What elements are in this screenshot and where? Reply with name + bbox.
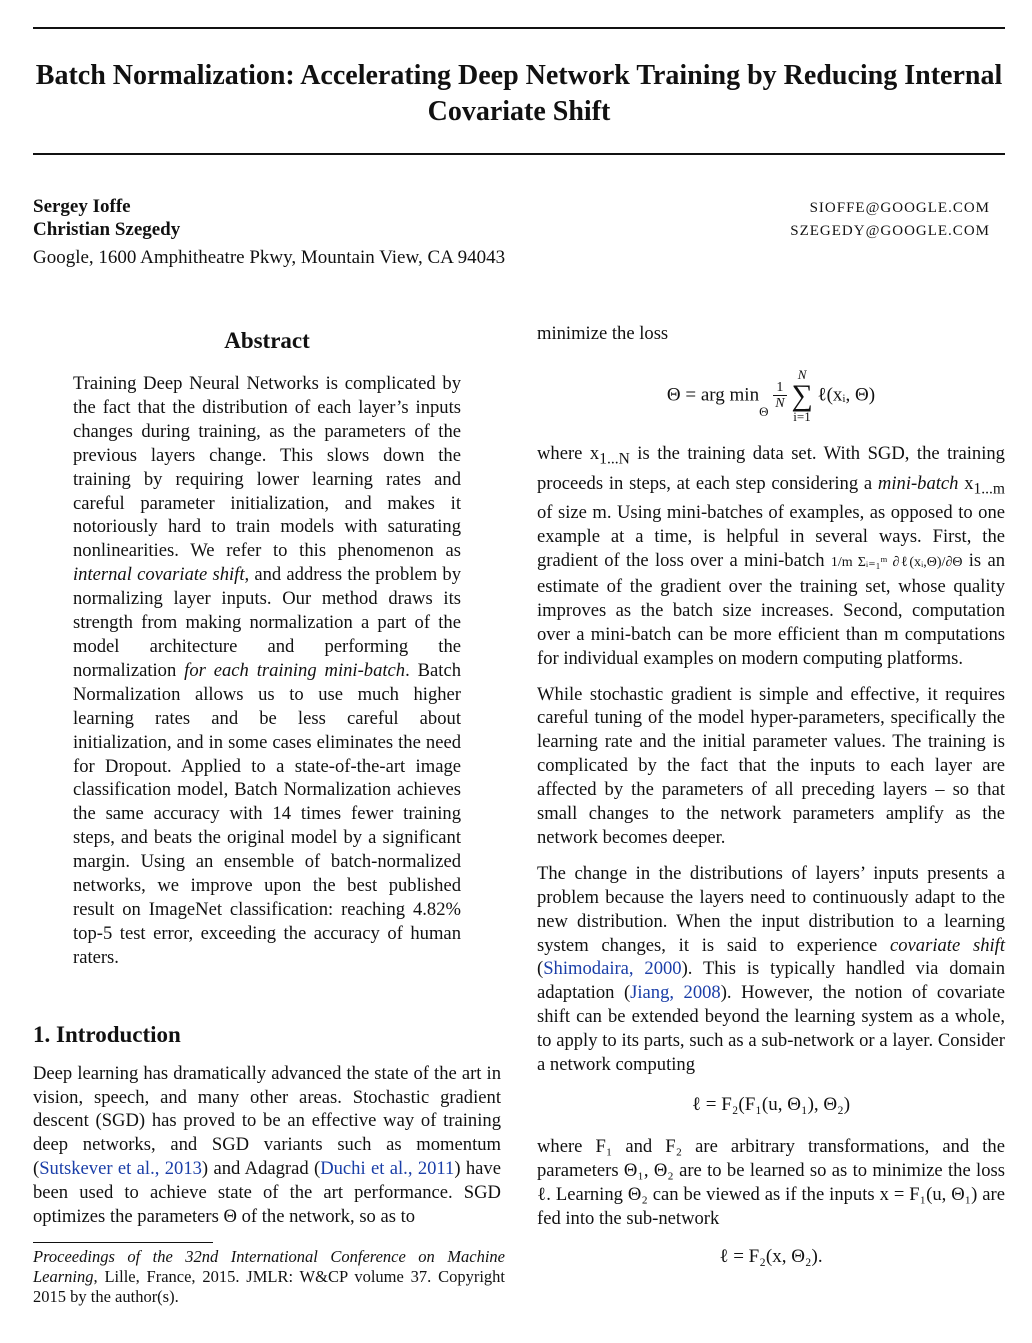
paragraph-minimize-loss: minimize the loss [537,323,669,344]
paper-title: Batch Normalization: Accelerating Deep Network Training by Reducing Internal Covariate Shift [35,60,1003,127]
abstract-body: Training Deep Neural Networks is complicated by the fact that the distribution of each layer’s inputs changes during training, as the parameters of the previous layers change. This slows down the training by requiring lower learning rates and careful parameter initialization, and makes it notoriously hard to train models with saturating nonlinearities. We refer to this phenomenon as internal covariate shift, and address the problem by normalizing layer inputs. Our method draws its strength from making normalization a part of the model architecture and performing the normalization for each training mini-batch. Batch Normalization allows us to use much higher learning rates and be less careful about initialization, and in some cases eliminates the need for Dropout. Applied to a state-of-the-art image classification model, Batch Normalization achieves the same accuracy with 14 times fewer training steps, and beats the original model by a significant margin. Using an ensemble of batch-normalized networks, we improve upon the best published result on ImageNet classification: reaching 4.82% top-5 test error, exceeding the accuracy of human raters. [73,373,462,968]
right-column [537,322,1005,1287]
title-top-rule [33,27,1005,29]
gradient-estimate-formula: 1/m Σᵢ₌₁ᵐ ∂ℓ(xᵢ,Θ)/∂Θ [830,554,963,570]
citation-link-sutskever[interactable]: Sutskever et al., 2013 [39,1158,202,1180]
left-column [33,322,501,1229]
intro-paragraph-1: Deep learning has dramatically advanced the state of the art in vision, speech, and many other areas. Stochastic gradient descent (SGD) has proved to be an effective way of training deep networks, and SGD variants such as momentum (Sutskever et al., 2013) and Adagrad (Duchi et al., 2011) have been used to achieve state of the art performance. SGD optimizes the parameters Θ of the network, so as to [33,1062,501,1228]
equation-sub-network: ℓ = F₂(x, Θ₂). [719,1245,823,1267]
title-bottom-rule [33,153,1005,155]
equation-argmin: Θ = arg minΘ $\frac{1}{N}$ N ∑ i=1 ℓ(xᵢ, Θ) [666,366,876,424]
equation-network-composition: ℓ = F₂(F₁(u, Θ₁), Θ₂) [691,1094,851,1115]
footnote-proceedings: Proceedings of the 32nd International Conference on Machine Learning, Lille, France, 2015. JMLR: W&CP volume 37. Copyright 2015 by the author(s). [33,1247,505,1306]
author-email-2: SZEGEDY@GOOGLE.COM [790,223,990,239]
paragraph-covariate-shift: The change in the distributions of layers’ inputs presents a problem because the layers need to continuously adapt to the new distribution. When the input distribution to a learning system changes, it is said to experience covariate shift (Shimodaira, 2000). This is typically handled via domain adaptation (Jiang, 2008). However, the notion of covariate shift can be extended beyond the learning system as a whole, to apply to its parts, such as a sub-network or a layer. Consider a network computing [537,862,1005,1076]
citation-link-duchi[interactable]: Duchi et al., 2011 [320,1158,455,1180]
paragraph-sgd-minibatch: where $x_{1...N}$ is the training data set. With SGD, the training proceeds in steps, at each step considering a mini-batch $x_{1...m}$ of size m. Using mini-batches of examples, as opposed to one example at a time, is helpful in several ways. First, the gradient of the loss over a mini-batch 1/m Σᵢ₌₁ᵐ ∂ℓ(xᵢ,Θ)/∂Θ is an estimate of the gradient over the training set, whose quality improves as the batch size increases. Second, computation over a mini-batch can be more efficient than m computations for individual examples on modern computing platforms. [537,442,1005,669]
citation-link-jiang[interactable]: Jiang, 2008 [630,982,721,1004]
paragraph-sub-network: where F₁ and F₂ are arbitrary transformations, and the parameters Θ₁, Θ₂ are to be learned so as to minimize the loss ℓ. Learning Θ₂ can be viewed as if the inputs x = F₁(u, Θ₁) are fed into the sub-network [537,1136,1005,1229]
affiliation: Google, 1600 Amphitheatre Pkwy, Mountain View, CA 94043 [33,247,506,268]
author-name-1: Sergey Ioffe [33,196,131,217]
author-name-2: Christian Szegedy [33,219,181,240]
footnote-rule [33,1242,213,1243]
abstract-heading: Abstract [224,328,310,353]
section-heading-introduction: 1. Introduction [33,1021,181,1047]
author-email-1: SIOFFE@GOOGLE.COM [809,200,990,216]
paragraph-stochastic-gradient: While stochastic gradient is simple and effective, it requires careful tuning of the model hyper-parameters, specifically the learning rate and the initial parameter values. The training is complicated by the fact that the inputs to each layer are affected by the parameters of all preceding layers – so that small changes to the network parameters amplify as the network becomes deeper. [537,683,1005,848]
citation-link-shimodaira[interactable]: Shimodaira, 2000 [543,958,682,980]
